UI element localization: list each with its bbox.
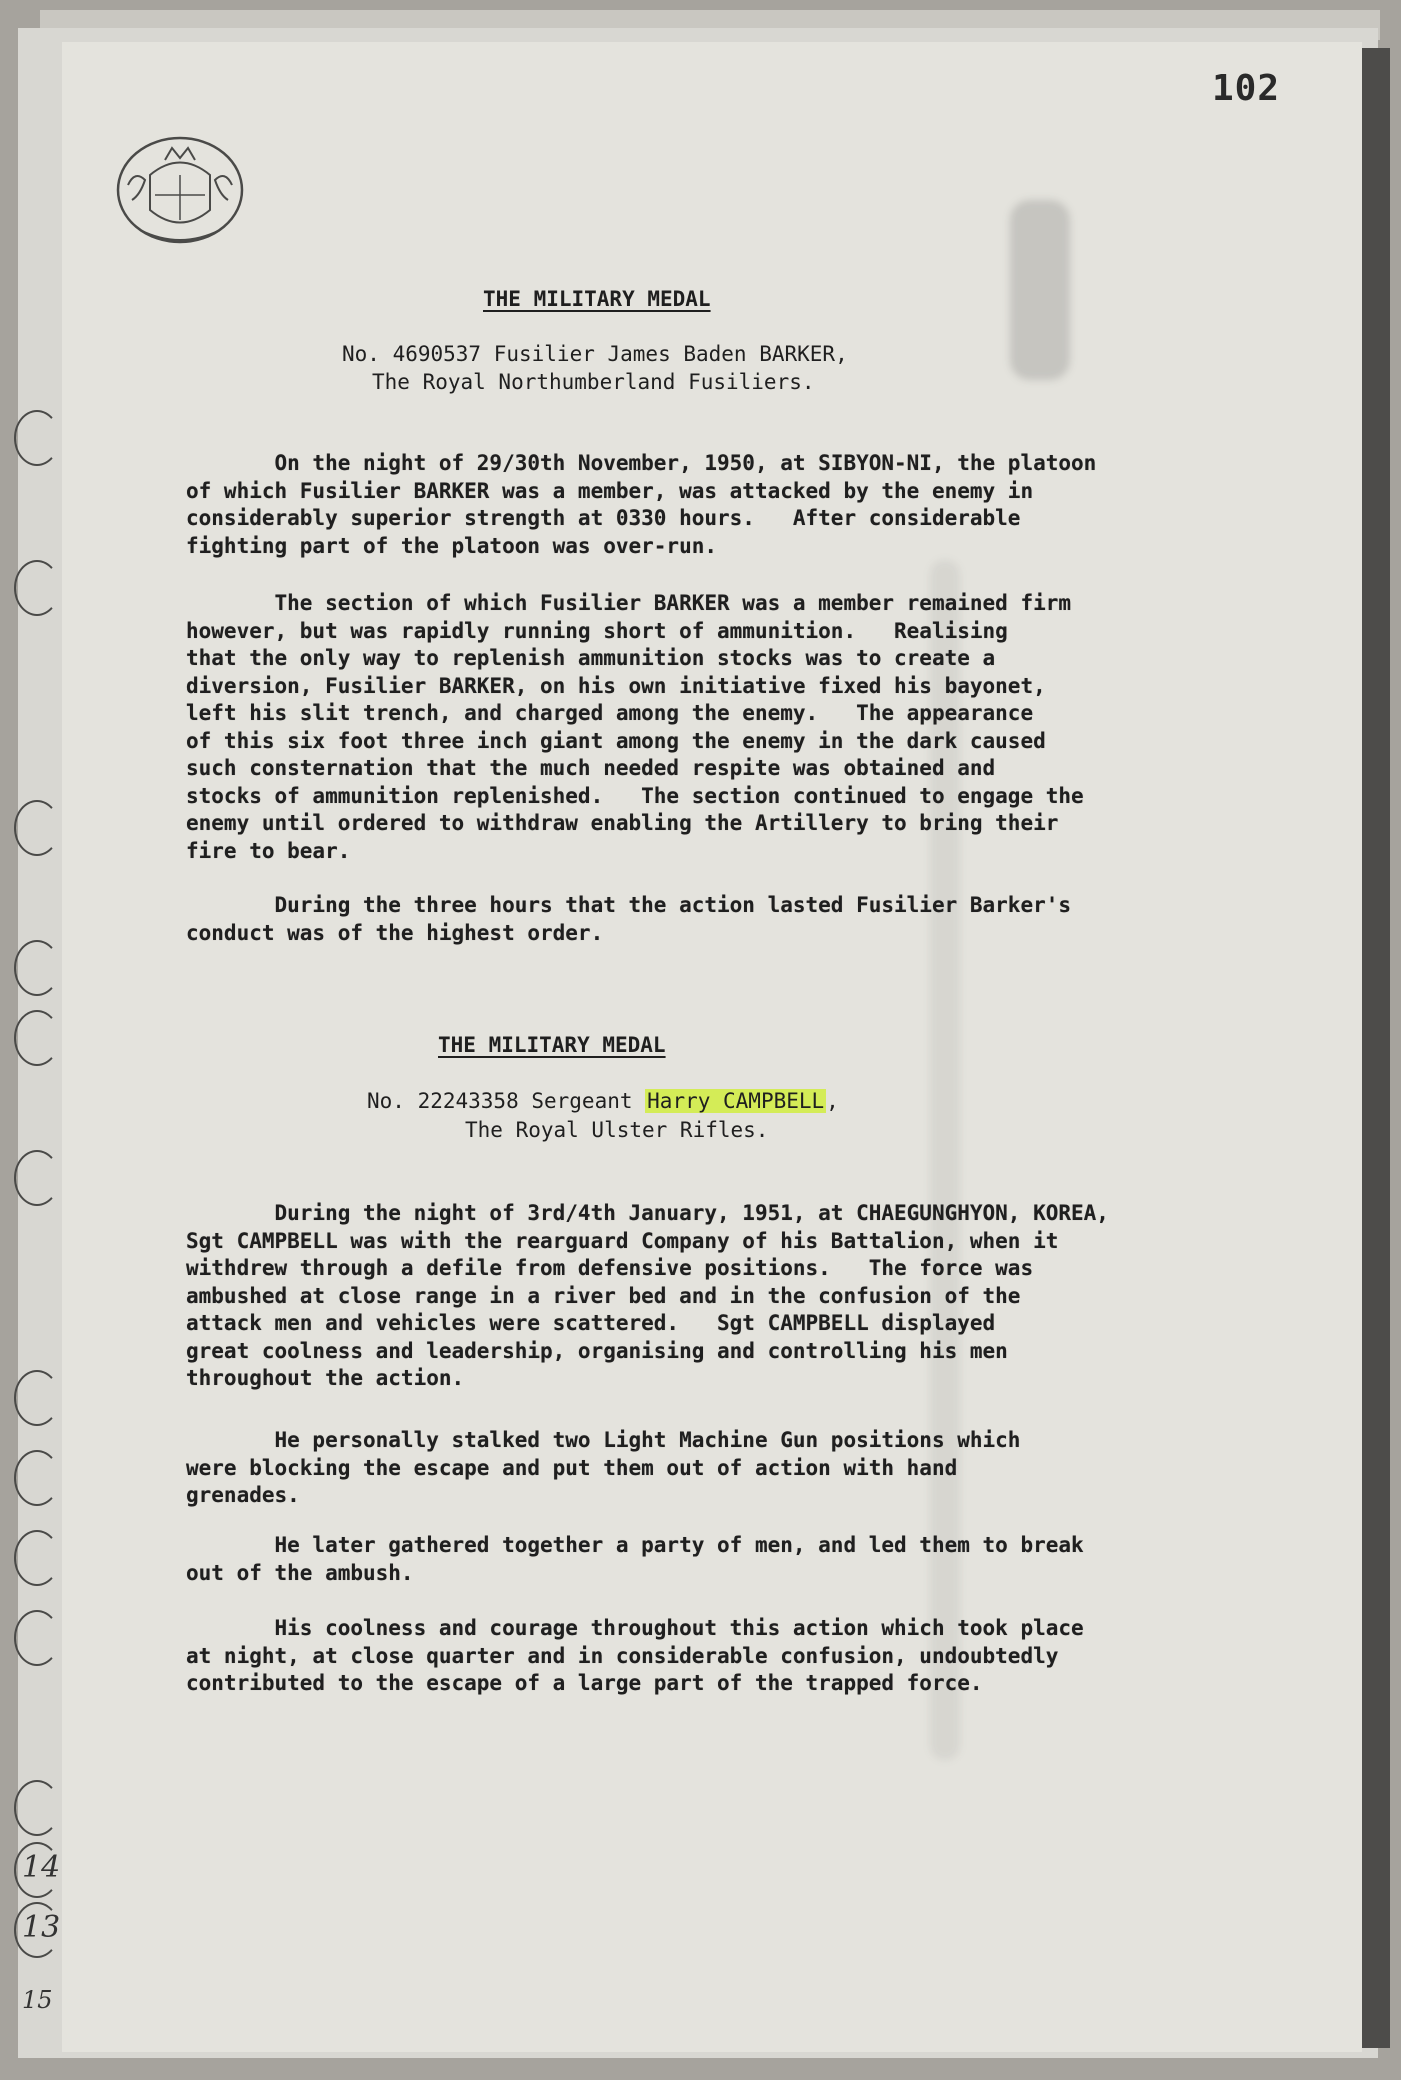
binding-ring <box>14 800 60 856</box>
binding-ring <box>14 1150 60 1206</box>
citation-1-regiment: The Royal Northumberland Fusiliers. <box>372 370 815 394</box>
highlighted-name: Harry CAMPBELL <box>647 1089 825 1113</box>
citation-1-paragraph: On the night of 29/30th November, 1950, at SIBYON-NI, the platoon of which Fusilier BARKER was a member, was attacked by the enemy in considerably superior strength at 0330 hours. After considerable fighting part of the platoon was over-run. <box>186 451 1097 558</box>
binding-ring <box>14 1530 60 1586</box>
citation-2-paragraph: He personally stalked two Light Machine Gun positions which were blocking the escape and put them out of action with hand grenades. <box>186 1428 1021 1507</box>
binding-rings <box>0 380 70 2080</box>
citation-2-paragraph: He later gathered together a party of men, and led them to break out of the ambush. <box>186 1533 1084 1585</box>
citation-2-regiment: The Royal Ulster Rifles. <box>465 1118 769 1142</box>
binding-ring <box>14 560 60 616</box>
binding-ring <box>14 940 60 996</box>
citation-2-paragraph: During the night of 3rd/4th January, 1951, at CHAEGUNGHYON, KOREA, Sgt CAMPBELL was with the rearguard Company of his Battalion, when it withdrew through a defile from defensive positions. The force was ambushed at close range in a river bed and in the confusion of the attack men and vehicles were scattered. Sgt CAMPBELL displayed great coolness and leadership, organising and controlling his men throughout the action. <box>186 1201 1109 1390</box>
citation-1-paragraph: During the three hours that the action lasted Fusilier Barker's conduct was of the highest order. <box>186 893 1072 945</box>
binding-ring <box>14 1610 60 1666</box>
binding-ring <box>14 1842 60 1898</box>
citation-2-paragraph: His coolness and courage throughout this action which took place at night, at close quarter and in considerable confusion, undoubtedly contributed to the escape of a large part of the trapped force. <box>186 1616 1084 1695</box>
page-edge-shadow <box>1362 48 1390 2048</box>
margin-number: 14 <box>22 1850 61 1885</box>
citation-2-name <box>367 1089 839 1113</box>
margin-number: 15 <box>22 1986 53 2014</box>
page-number: 102 <box>1212 68 1281 109</box>
binding-ring <box>14 410 60 466</box>
binding-ring <box>14 1010 60 1066</box>
binding-ring <box>14 1780 60 1836</box>
citation-2-name-prefix: No. 22243358 Sergeant <box>367 1089 646 1113</box>
margin-number: 13 <box>22 1910 61 1945</box>
citation-1-name: No. 4690537 Fusilier James Baden BARKER, <box>342 342 848 366</box>
citation-1-paragraph: The section of which Fusilier BARKER was a member remained firm however, but was rapidly running short of ammunition. Realising that the only way to replenish ammunition stocks was to create a diversion, Fusilier BARKER, on his own initiative fixed his bayonet, left his slit trench, and charged among the enemy. The appearance of this six foot three inch giant among the enemy in the dark caused such consternation that the much needed respite was obtained and stocks of ammunition replenished. The section continued to engage the enemy until ordered to withdraw enabling the Artillery to bring their fire to bear. <box>186 591 1084 863</box>
binding-ring <box>14 1902 60 1958</box>
ink-smudge <box>1010 200 1070 380</box>
citation-1-heading: THE MILITARY MEDAL <box>483 287 711 311</box>
citation-2-heading: THE MILITARY MEDAL <box>438 1033 666 1057</box>
binding-ring <box>14 1450 60 1506</box>
binding-ring <box>14 1370 60 1426</box>
citation-2-name-suffix: , <box>826 1089 839 1113</box>
royal-crest-stamp <box>110 130 255 259</box>
